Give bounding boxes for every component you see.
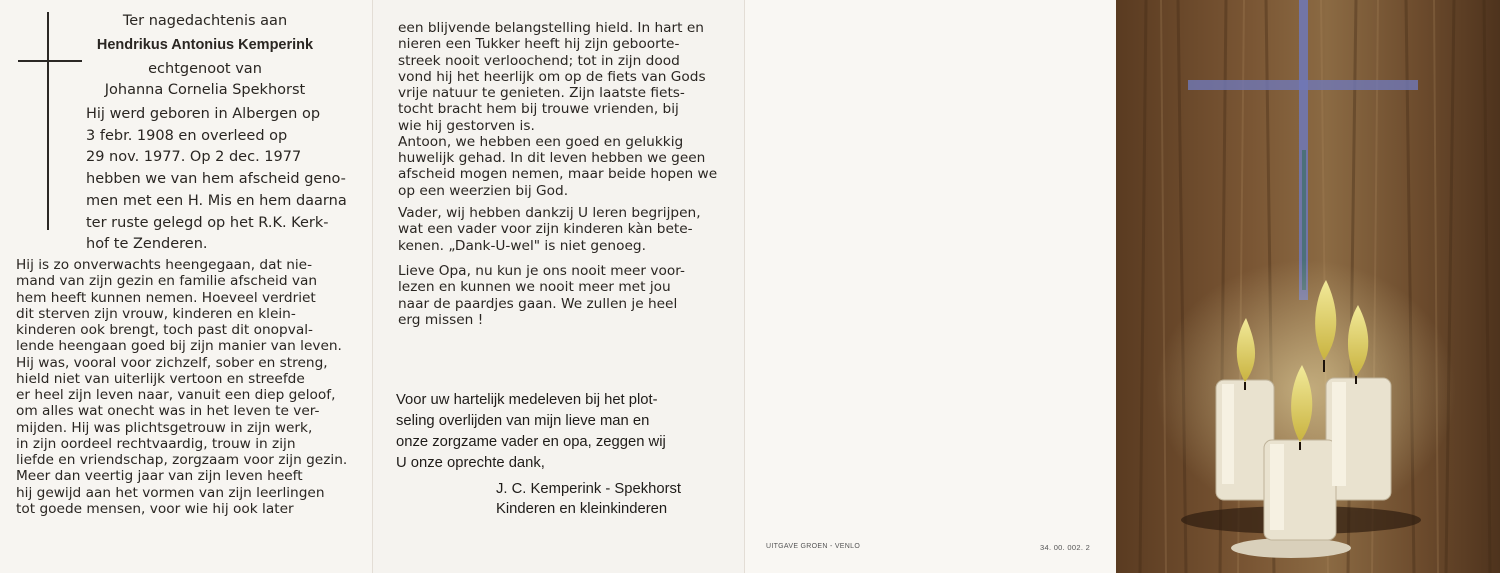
- candles-with-cross-icon: [1116, 0, 1500, 573]
- thanks-line: onze zorgzame vader en opa, zeggen wij: [396, 434, 666, 450]
- body-line: hield niet van uiterlijk vertoon en streefde: [16, 370, 305, 387]
- signature-line-2: Kinderen en kleinkinderen: [496, 501, 668, 517]
- spouse-name: Johanna Cornelia Spekhorst: [104, 82, 306, 98]
- thanks-paragraph: [396, 390, 716, 474]
- intro-line: men met een H. Mis en hem daarna: [86, 192, 347, 209]
- body-line: mand van zijn gezin en familie afscheid van: [16, 273, 318, 290]
- inside-paragraph-2: [398, 205, 718, 254]
- thanks-line: U onze oprechte dank,: [396, 455, 545, 471]
- intro-line: Hij werd geboren in Albergen op: [86, 106, 321, 122]
- deceased-name: Hendrikus Antonius Kemperink: [96, 37, 314, 53]
- header-line-1: Ter nagedachtenis aan: [122, 13, 288, 29]
- body-line: lende heengaan goed bij zijn manier van leven.: [16, 338, 342, 355]
- body-line: dit sterven zijn vrouw, kinderen en klein-: [16, 305, 296, 322]
- inside-line: erg missen !: [398, 311, 484, 328]
- inside-line: streek nooit verloochend; tot in zijn dood: [398, 52, 680, 69]
- inside-line: vrije natuur te genieten. Zijn laatste fiets-: [398, 85, 685, 101]
- inside-line: Vader, wij hebben dankzij U leren begrijpen,: [398, 205, 701, 221]
- card-front-panel: [0, 0, 372, 573]
- body-line: er heel zijn leven naar, vanuit een diep geloof,: [16, 387, 336, 403]
- inside-line: een blijvende belangstelling hield. In hart en: [398, 20, 704, 36]
- intro-line: hof te Zenderen.: [86, 236, 208, 253]
- inside-line: vond hij het heerlijk om op de fiets van Gods: [398, 68, 706, 85]
- thanks-line: Voor uw hartelijk medeleven bij het plot-: [396, 392, 658, 408]
- body-paragraph: [16, 257, 348, 517]
- fold-line: [372, 0, 373, 573]
- publisher-text: UITGAVE GROEN - VENLO: [766, 543, 861, 550]
- inside-line: naar de paardjes gaan. We zullen je heel: [398, 295, 678, 312]
- inside-line: kenen. „Dank-U-wel" is niet genoeg.: [398, 237, 646, 254]
- body-line: Meer dan veertig jaar van zijn leven heeft: [16, 468, 303, 485]
- inside-line: huwelijk gehad. In dit leven hebben we geen: [398, 150, 706, 166]
- inside-line: op een weerzien bij God.: [398, 182, 569, 199]
- inside-paragraph-1: [398, 20, 718, 199]
- inside-line: afscheid mogen nemen, maar beide hopen we: [398, 166, 718, 183]
- card-back-panel: [744, 0, 1116, 573]
- signature-line-1: J. C. Kemperink - Spekhorst: [496, 481, 682, 497]
- body-line: tot goede mensen, voor wie hij ook later: [16, 500, 294, 517]
- body-line: kinderen ook brengt, toch past dit onopval-: [16, 322, 313, 338]
- inside-line: Lieve Opa, nu kun je ons nooit meer voor-: [398, 263, 685, 279]
- intro-line: 3 febr. 1908 en overleed op: [86, 127, 288, 144]
- thanks-line: seling overlijden van mijn lieve man en: [396, 413, 650, 429]
- intro-line: ter ruste gelegd op het R.K. Kerk-: [86, 214, 329, 231]
- intro-paragraph: [86, 104, 347, 256]
- body-line: in zijn oordeel rechtvaardig, trouw in zijn: [16, 435, 296, 452]
- inside-line: tocht bracht hem bij trouwe vrienden, bij: [398, 101, 679, 118]
- body-line: liefde en vriendschap, zorgzaam voor zijn gezin.: [16, 452, 348, 468]
- body-line: om alles wat onecht was in het leven te ver-: [16, 403, 320, 420]
- body-line: hem heeft kunnen nemen. Hoeveel verdriet: [16, 289, 316, 306]
- inside-line: Antoon, we hebben een goed en gelukkig: [398, 133, 684, 150]
- header-line-3: echtgenoot van: [148, 61, 262, 77]
- inside-line: wie hij gestorven is.: [398, 117, 535, 134]
- inside-line: lezen en kunnen we nooit meer met jou: [398, 279, 671, 296]
- intro-line: 29 nov. 1977. Op 2 dec. 1977: [86, 149, 302, 166]
- fold-line: [744, 0, 745, 573]
- intro-line: hebben we van hem afscheid geno-: [86, 171, 346, 188]
- body-line: mijden. Hij was plichtsgetrouw in zijn werk,: [16, 419, 313, 436]
- cross-icon: [47, 12, 49, 230]
- body-line: Hij was, vooral voor zichzelf, sober en streng,: [16, 354, 328, 371]
- inside-line: nieren een Tukker heeft hij zijn geboorte-: [398, 36, 680, 53]
- cross-icon-bar: [18, 60, 82, 62]
- inside-paragraph-3: [398, 263, 718, 328]
- inside-line: wat een vader voor zijn kinderen kàn bete-: [398, 221, 693, 238]
- body-line: Hij is zo onverwachts heengegaan, dat nie-: [16, 257, 313, 273]
- body-line: hij gewijd aan het vormen van zijn leerlingen: [16, 484, 325, 501]
- artwork-panel: [1116, 0, 1500, 573]
- product-code: 34. 00. 002. 2: [1040, 543, 1091, 552]
